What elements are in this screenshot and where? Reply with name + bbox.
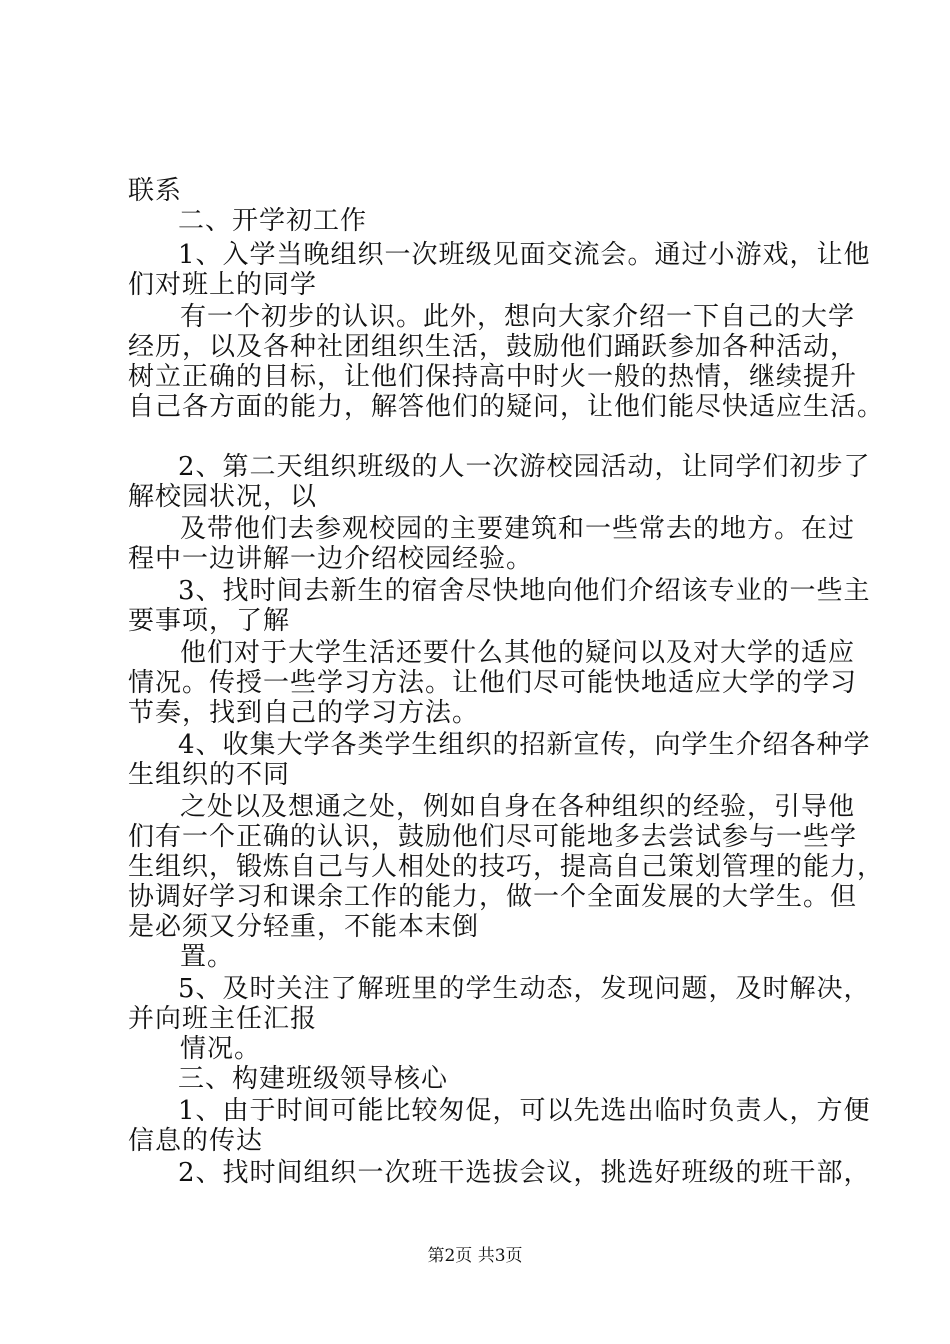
text-line: 要事项，了解 (128, 606, 291, 636)
text-line: 是必须又分轻重，不能本末倒 (128, 912, 480, 942)
text-line: 3、找时间去新生的宿舍尽快地向他们介绍该专业的一些主 (178, 576, 871, 606)
text-line: 程中一边讲解一边介绍校园经验。 (128, 544, 534, 574)
text-line: 自己各方面的能力，解答他们的疑问，让他们能尽快适应生活。 (128, 392, 885, 422)
text-line: 有一个初步的认识。此外，想向大家介绍一下自己的大学 (180, 302, 856, 332)
text-line: 2、第二天组织班级的人一次游校园活动，让同学们初步了 (178, 452, 871, 482)
text-line: 们对班上的同学 (128, 270, 318, 300)
text-line: 协调好学习和课余工作的能力，做一个全面发展的大学生。但 (128, 882, 858, 912)
text-line: 联系 (128, 176, 183, 206)
text-line: 情况。传授一些学习方法。让他们尽可能快地适应大学的学习 (128, 668, 858, 698)
text-line: 之处以及想通之处，例如自身在各种组织的经验，引导他 (180, 792, 856, 822)
text-line: 情况。 (180, 1034, 262, 1064)
text-line: 解校园状况，以 (128, 482, 318, 512)
text-line: 5、及时关注了解班里的学生动态，发现问题，及时解决， (178, 974, 871, 1004)
text-line: 他们对于大学生活还要什么其他的疑问以及对大学的适应 (180, 638, 856, 668)
text-line: 树立正确的目标，让他们保持高中时火一般的热情，继续提升 (128, 362, 858, 392)
text-line: 1、入学当晚组织一次班级见面交流会。通过小游戏，让他 (178, 240, 871, 270)
text-line: 们有一个正确的认识，鼓励他们尽可能地多去尝试参与一些学 (128, 822, 858, 852)
text-line: 置。 (180, 942, 235, 972)
text-line: 经历，以及各种社团组织生活，鼓励他们踊跃参加各种活动， (128, 332, 858, 362)
text-line: 信息的传达 (128, 1126, 264, 1156)
text-line: 1、由于时间可能比较匆促，可以先选出临时负责人，方便 (178, 1096, 871, 1126)
text-line: 2、找时间组织一次班干选拔会议，挑选好班级的班干部， (178, 1158, 871, 1188)
text-line: 及带他们去参观校园的主要建筑和一些常去的地方。在过 (180, 514, 856, 544)
section-heading: 三、构建班级领导核心 (178, 1064, 449, 1094)
text-line: 4、收集大学各类学生组织的招新宣传，向学生介绍各种学 (178, 730, 871, 760)
section-heading: 二、开学初工作 (178, 206, 368, 236)
text-line: 并向班主任汇报 (128, 1004, 318, 1034)
text-line: 生组织的不同 (128, 760, 291, 790)
text-line: 生组织，锻炼自己与人相处的技巧，提高自己策划管理的能力， (128, 852, 885, 882)
page-footer: 第2页 共3页 (427, 1246, 523, 1266)
text-line: 节奏，找到自己的学习方法。 (128, 698, 480, 728)
